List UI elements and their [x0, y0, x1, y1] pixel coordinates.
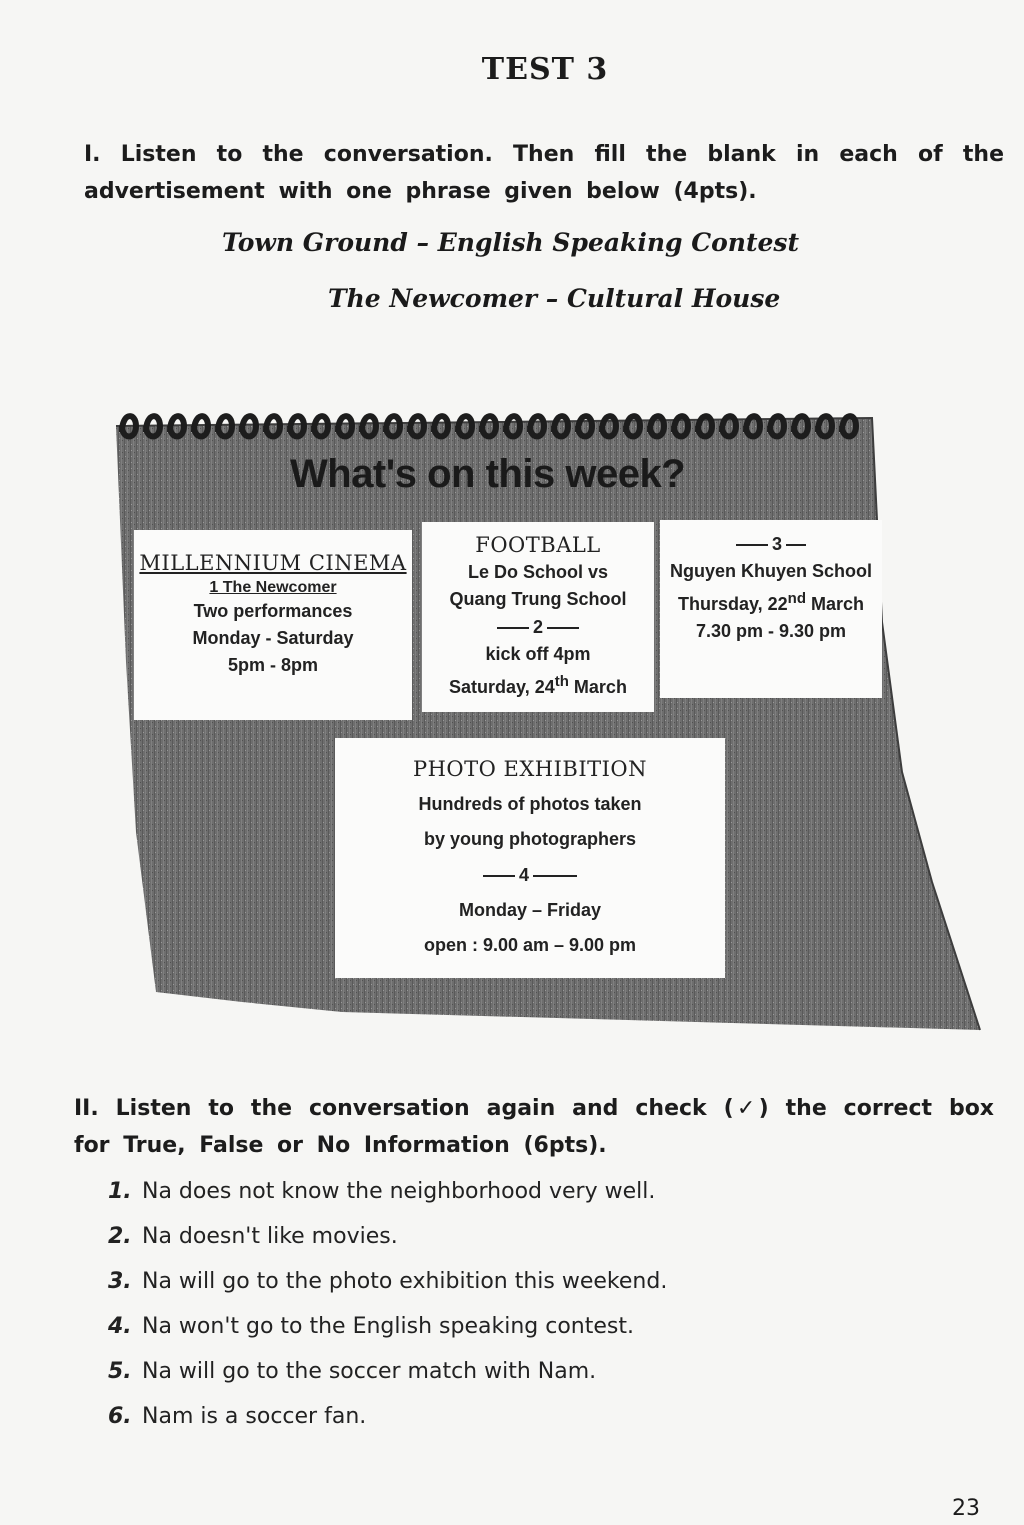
- list-item: 6. Nam is a soccer fan.: [108, 1404, 367, 1429]
- section1-instruction: I. Listen to the conversation. Then fill the blank in each of the advertisement with one phrase given below (4pts).: [84, 142, 1004, 204]
- cinema-title: MILLENNIUM CINEMA: [139, 551, 407, 575]
- event3-card: [660, 520, 882, 698]
- football-line-4: Saturday, 24th March: [449, 672, 627, 697]
- list-item: 1. Na does not know the neighborhood very well.: [108, 1179, 656, 1204]
- football-title: FOOTBALL: [475, 533, 601, 557]
- football-line-2: Quang Trung School: [449, 589, 627, 609]
- cinema-line-2: Monday - Saturday: [192, 628, 354, 648]
- blank-number-4: 4: [518, 864, 529, 885]
- photo-title: PHOTO EXHIBITION: [412, 757, 648, 781]
- phrase-line-2: The Newcomer – Cultural House: [328, 284, 781, 313]
- event3-line-3: 7.30 pm - 9.30 pm: [695, 620, 847, 641]
- event3-blank: [660, 530, 882, 558]
- cinema-card: [134, 530, 412, 720]
- event3-line-1: Nguyen Khuyen School: [669, 560, 873, 581]
- page-number: 23: [952, 1496, 980, 1521]
- blank-number-3: 3: [771, 533, 782, 554]
- list-item: 4. Na won't go to the English speaking contest.: [108, 1314, 634, 1339]
- photo-line-2: by young photographers: [423, 829, 636, 849]
- blank-number-2: 2: [532, 616, 543, 637]
- photo-card: [335, 738, 725, 978]
- list-item: 5. Na will go to the soccer match with Nam.: [108, 1359, 597, 1384]
- cinema-line-3: 5pm - 8pm: [227, 655, 319, 675]
- cinema-line-1: Two performances: [193, 601, 353, 621]
- list-item: 3. Na will go to the photo exhibition this weekend.: [108, 1269, 668, 1294]
- photo-line-1: Hundreds of photos taken: [418, 794, 642, 814]
- football-line-3: kick off 4pm: [485, 643, 591, 664]
- list-item: 2. Na doesn't like movies.: [108, 1224, 398, 1249]
- section2-instruction: II. Listen to the conversation again and check (✓) the correct box for True, False or No Information (6pts).: [74, 1096, 994, 1158]
- event3-line-2: Thursday, 22nd March: [677, 589, 865, 614]
- whats-on-board: [112, 412, 982, 1034]
- photo-line-4: open : 9.00 am – 9.00 pm: [423, 934, 637, 955]
- board-heading: What's on this week?: [290, 452, 686, 496]
- football-blank: [422, 613, 654, 641]
- phrase-line-1: Town Ground – English Speaking Contest: [222, 228, 800, 257]
- photo-blank: [335, 857, 725, 893]
- cinema-item: 1 The Newcomer: [209, 579, 337, 596]
- football-line-1: Le Do School vs: [467, 562, 609, 582]
- photo-line-3: Monday – Friday: [458, 899, 602, 920]
- page-title: TEST 3: [481, 52, 609, 87]
- football-card: [422, 522, 654, 712]
- statement-list: [108, 1172, 667, 1442]
